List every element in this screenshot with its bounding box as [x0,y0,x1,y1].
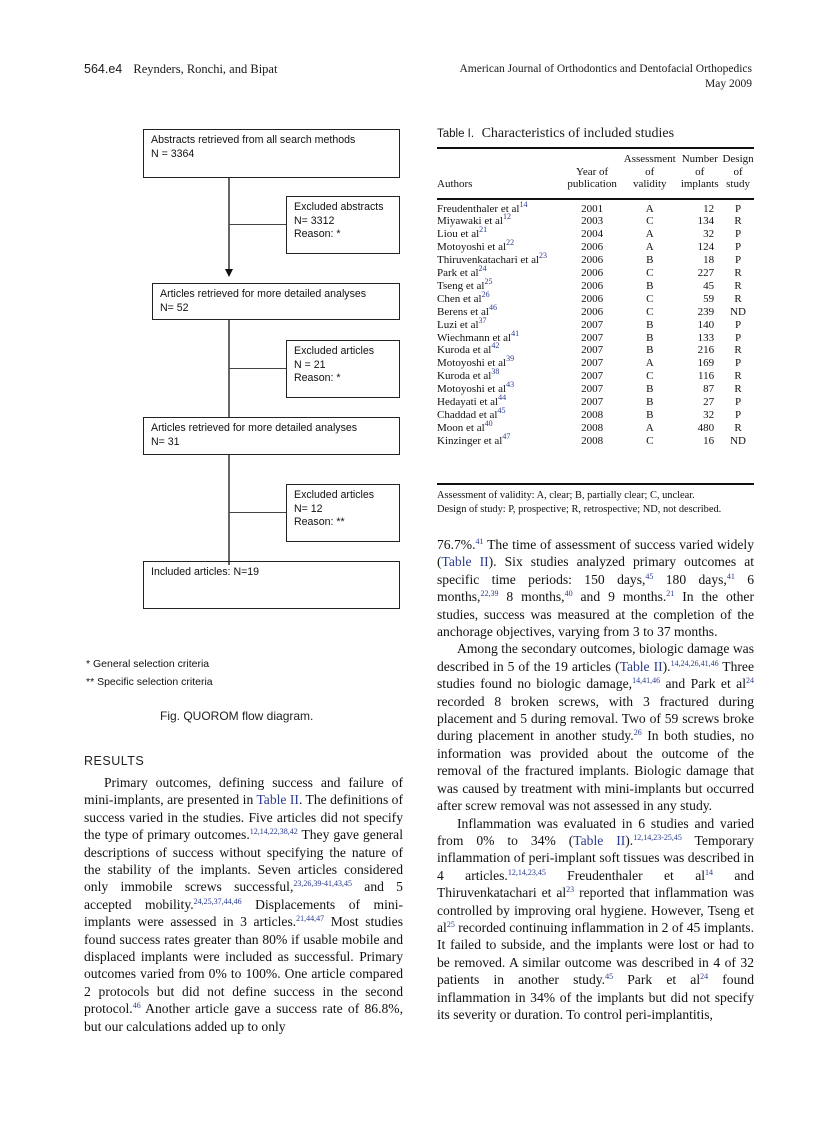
section-heading-results: RESULTS [84,754,145,768]
citation-ref[interactable]: 24 [746,676,754,686]
arrow-down-icon [225,269,233,277]
box-abstracts-retrieved [143,129,400,178]
connector-line [228,455,230,565]
citation-ref[interactable]: 23 [539,251,548,261]
table-header-row [437,153,754,195]
table-row: Luzi et al$^{37}$ 2007 B 140 P [437,315,742,331]
citation-ref[interactable]: 38 [491,367,500,377]
table-row: Kuroda et al$^{38}$ 2007 C 116 R [437,367,742,383]
citation-ref[interactable]: 46 [132,1001,141,1011]
citation-ref[interactable]: 39 [506,354,515,364]
paragraph: 76.7%.$^{41}$ The time of assessment of success varied widely (Table II). Six studies analyzed primary outcomes at specific time periods: 150 days,$^{45}$ 180 days,$^{41}$ 6 months,$^{22,39}$ 8 months,$^{40}$ and 9 months.$^{21}$ In the other studies, success was measured at the completion of the anchorage objectives, varying from 3 to 37 months. [437,537,755,640]
box-articles-retrieved-31 [143,417,400,455]
box-text: Abstracts retrieved from all search methods [151,134,356,146]
paragraph: Inflammation was evaluated in 6 studies and varied from 0% to 34% (Table II).$^{12,14,23-25,45}$ Temporary inflammation of peri-implant soft tissues was described in 4 articles.$^{12,14,23,45}$ Freudenthaler et al$^{14}$ and Thiruvenkatachari et al$^{23}$ reported that inflammation was controlled by improving oral hygiene. However, Tseng et al$^{25}$ recorded continuing inflammation in 2 of 45 implants. It failed to subside, and the implants were lost or had to be removed. A similar outcome was described in 4 of 32 patients in another study.$^{45}$ Park et al$^{24}$ found inflammation in 34% of the implants but did not specify its severity or duration. To control peri-implantitis, [437,815,755,1022]
citation-ref[interactable]: 14,24,26,41,46 [670,658,719,668]
citation-ref[interactable]: 23,26,39-41,43,45 [293,879,353,889]
right-column-text [437,536,754,1023]
box-text: Included articles: N=19 [151,566,260,578]
table-row: Liou et al$^{21}$ 2004 A 32 P [437,225,742,241]
table-row: Wiechmann et al$^{41}$ 2007 B 133 P [437,328,742,344]
journal-name: American Journal of Orthodontics and Dentofacial Orthopedics [459,63,752,75]
citation-ref[interactable]: 37 [478,315,487,325]
citation-ref[interactable]: 41 [475,537,484,546]
table-row: Motoyoshi et al$^{43}$ 2007 B 87 R [437,380,742,396]
citation-ref[interactable]: 14 [519,199,528,209]
table-row: Motoyoshi et al$^{39}$ 2007 A 169 P [437,354,742,370]
col-authors: Authors [437,178,473,190]
box-count: N= 52 [160,301,189,314]
table-row: Chaddad et al$^{45}$ 2008 B 32 P [437,406,742,421]
table-link[interactable]: Table II [256,792,299,808]
running-header-right [459,62,752,92]
validity-legend: Assessment of validity: A, clear; B, partially clear; C, unclear. [437,490,695,501]
citation-ref[interactable]: 24 [700,972,709,982]
citation-ref[interactable]: 12,14,23,45 [507,867,546,877]
citation-ref[interactable]: 41 [511,328,520,338]
citation-ref[interactable]: 14 [705,867,714,877]
table-link[interactable]: Table II [619,658,663,674]
issue-date: May 2009 [705,78,752,90]
table-row: Kinzinger et al$^{47}$ 2008 C 16 ND [437,431,746,447]
citation-ref[interactable]: 42 [491,341,500,351]
box-text: Excluded abstracts [294,201,384,213]
table-row: Motoyoshi et al$^{22}$ 2006 A 124 P [437,238,742,254]
table-link[interactable]: Table II [573,832,626,848]
col-year: Year of publication [567,165,617,190]
box-reason: Reason: ** [294,516,345,528]
citation-ref[interactable]: 22 [506,238,515,248]
left-column-text [84,774,403,1035]
citation-ref[interactable]: 40 [484,418,493,428]
citation-ref[interactable]: 21,44,47 [296,914,325,924]
box-count: N = 21 [294,358,326,371]
branch-line [229,368,286,369]
citation-ref[interactable]: 12 [502,212,511,222]
citation-ref[interactable]: 45 [605,972,614,982]
table-link[interactable]: Table II [441,554,489,570]
table-caption: Characteristics of included studies [481,126,675,141]
running-header-left [84,62,277,77]
table-row: Freudenthaler et al$^{14}$ 2001 A 12 P [437,199,742,215]
table-row: Moon et al$^{40}$ 2008 A 480 R [437,418,742,434]
table-row: Kuroda et al$^{42}$ 2007 B 216 R [437,341,742,357]
footnote-general-criteria: * General selection criteria [86,658,210,670]
citation-ref[interactable]: 22,39 [480,589,499,599]
table-row: Tseng et al$^{25}$ 2006 B 45 R [437,276,742,292]
table-footnotes [437,489,721,516]
table-row: Hedayati et al$^{44}$ 2007 B 27 P [437,393,742,409]
box-reason: Reason: * [294,228,341,240]
branch-line [229,512,286,513]
citation-ref[interactable]: 24 [478,264,487,274]
citation-ref[interactable]: 45 [645,571,654,581]
citation-ref[interactable]: 25 [446,919,455,929]
branch-line [229,224,286,225]
box-count: N= 3312 [294,214,335,227]
col-implants: Number of implants [680,153,719,190]
citation-ref[interactable]: 25 [484,276,493,286]
table-row: Miyawaki et al$^{12}$ 2003 C 134 R [437,212,742,228]
table-top-rule [437,147,754,149]
table-body [437,195,754,448]
col-design: Design of study [722,153,754,190]
box-excluded-abstracts [286,196,400,254]
table-title [437,126,674,142]
table-bottom-rule [437,483,754,485]
citation-ref[interactable]: 24,25,37,44,46 [193,896,242,906]
box-reason: Reason: * [294,372,341,384]
citation-ref[interactable]: 41 [726,571,735,581]
characteristics-table [437,153,754,448]
box-count: N= 31 [151,435,180,448]
box-excluded-articles-21 [286,340,400,398]
paragraph: Among the secondary outcomes, biologic damage was described in 5 of the 19 articles (Table II).$^{14,24,26,41,46}$ Three studies found no biologic damage,$^{14,41,46}$ and Park et al$^{24}$ recorded 8 broken screws, with 3 fractured during placement and 5 during removal. Two of 59 screws broke during placement in another study.$^{26}$ In both studies, no information was provided about the outcome of the removal of the fractured implants. Biologic damage that was caused by treatment with mini-implants but occurred after screw removal was not assessed in any study. [437,641,754,814]
citation-ref[interactable]: 14,41,46 [632,676,661,686]
table-row: Chen et al$^{26}$ 2006 C 59 R [437,289,742,305]
citation-ref[interactable]: 47 [502,431,511,441]
citation-ref[interactable]: 45 [497,406,506,415]
box-text: Excluded articles [294,489,375,501]
figure-caption: Fig. QUOROM flow diagram. [160,709,314,723]
col-validity: Assessment of validity [623,153,676,190]
table-row: Park et al$^{24}$ 2006 C 227 R [437,264,742,280]
box-included-articles [143,561,400,609]
citation-ref[interactable]: 44 [498,393,507,403]
citation-ref[interactable]: 40 [564,589,573,599]
page-number: 564.e4 [84,62,123,76]
citation-ref[interactable]: 12,14,23-25,45 [633,832,682,842]
header-authors: Reynders, Ronchi, and Bipat [133,62,278,76]
box-excluded-articles-12 [286,484,400,542]
box-text: Excluded articles [294,345,375,357]
citation-ref[interactable]: 21 [479,225,488,235]
citation-ref[interactable]: 46 [488,302,497,312]
box-articles-retrieved-52 [152,283,400,320]
citation-ref[interactable]: 26 [633,728,642,738]
citation-ref[interactable]: 12,14,22,38,42 [249,827,298,837]
box-count: N= 12 [294,502,323,515]
paragraph: Primary outcomes, defining success and failure of mini-implants, are presented in Table II. The definitions of success varied in the studies. Five articles did not specify the type of primary outcomes.$^{12,14,22,38,42}$ They gave general descriptions of success without specifying the nature of the stability of the implants. Seven articles considered only immobile screws successful,$^{23,26,39-41,43,45}$ and 5 accepted mobility.$^{24,25,37,44,46}$ Displacements of mini-implants were assessed in 3 articles.$^{21,44,47}$ Most studies found success rates greater than 80% if usable mobile and displaced implants were included as successful. Primary outcomes varied from 0% to 100%. One article compared 2 protocols but did not define success in the second protocol.$^{46}$ Another article gave a success rate of 86.8%, but our calculations added up to only [84,775,404,1034]
citation-ref[interactable]: 23 [566,885,575,895]
table-header-rule [437,198,754,200]
box-count: N = 3364 [151,147,195,160]
citation-ref[interactable]: 43 [506,380,515,390]
box-text: Articles retrieved for more detailed analyses [160,288,367,300]
design-legend: Design of study: P, prospective; R, retrospective; ND, not described. [437,503,722,515]
box-text: Articles retrieved for more detailed analyses [151,422,358,434]
footnote-specific-criteria: ** Specific selection criteria [86,676,213,688]
citation-ref[interactable]: 26 [481,289,490,299]
table-row: Thiruvenkatachari et al$^{23}$ 2006 B 18 P [437,251,742,267]
citation-ref[interactable]: 21 [666,589,675,599]
table-row: Berens et al$^{46}$ 2006 C 239 ND [437,302,746,318]
table-label: Table I. [437,128,475,140]
